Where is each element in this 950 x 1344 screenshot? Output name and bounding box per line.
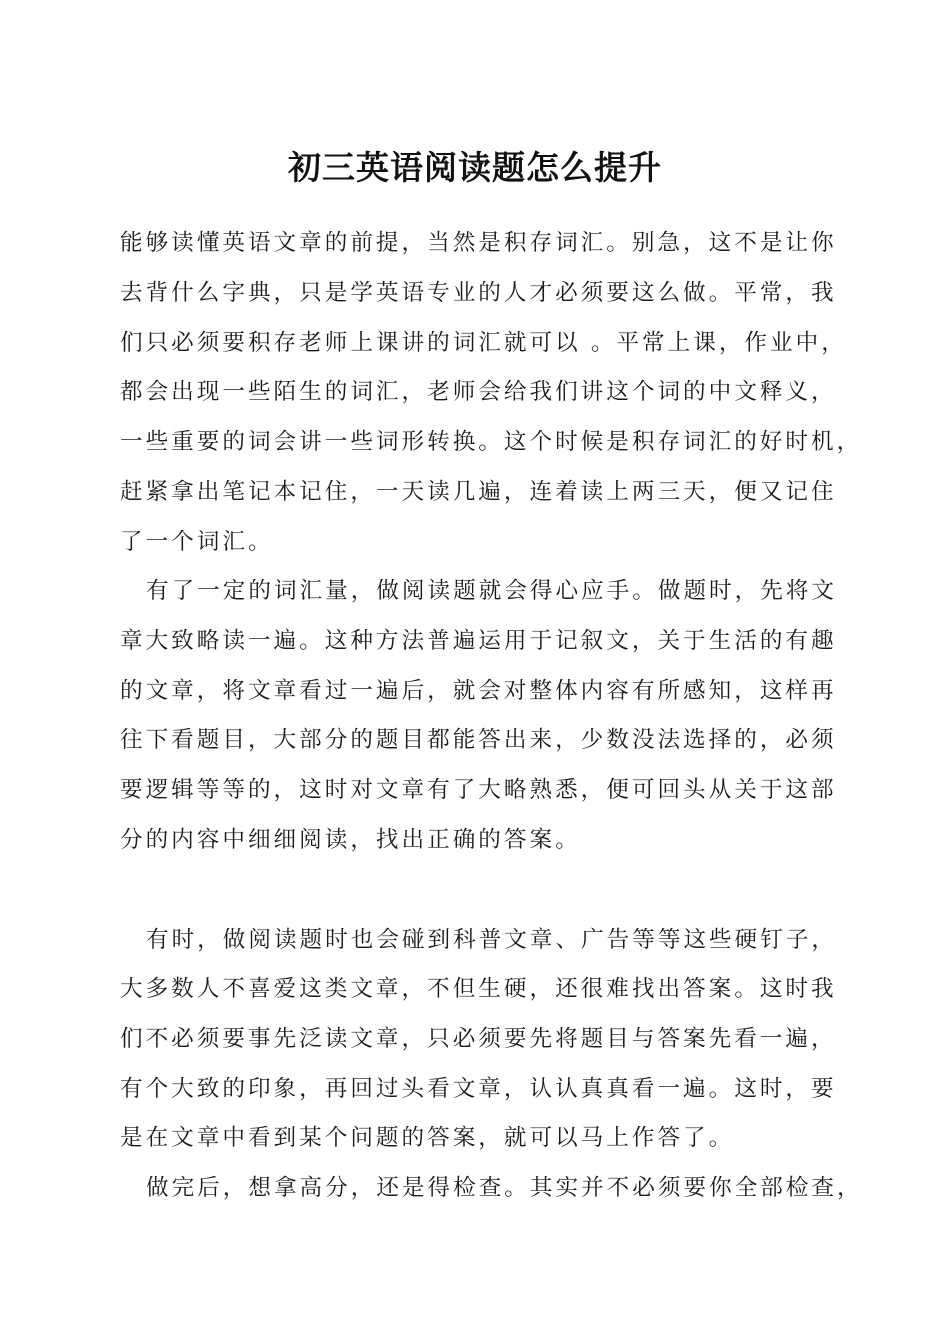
paragraph-1-line-4: 都会出现一些陌生的词汇，老师会给我们讲这个词的中文释义， — [120, 379, 837, 405]
paragraph-2-line-3: 的文章，将文章看过一遍后，就会对整体内容有所感知，这样再 — [120, 678, 837, 704]
paragraph-2-line-5: 要逻辑等等的，这时对文章有了大略熟悉，便可回头从关于这部 — [120, 777, 837, 803]
paragraph-1-line-3: 们只必须要积存老师上课讲的词汇就可以 。平常上课，作业中， — [120, 330, 847, 356]
paragraph-4-line-1: 做完后，想拿高分，还是得检查。其实并不必须要你全部检查， — [146, 1175, 863, 1201]
paragraph-1-line-5: 一些重要的词会讲一些词形转换。这个时候是积存词汇的好时机， — [120, 429, 863, 455]
paragraph-3-line-1: 有时，做阅读题时也会碰到科普文章、广告等等这些硬钉子， — [146, 927, 838, 953]
document-title: 初三英语阅读题怎么提升 — [288, 148, 662, 187]
paragraph-3-line-5: 是在文章中看到某个问题的答案，就可以马上作答了。 — [120, 1125, 735, 1151]
paragraph-2-line-4: 往下看题目，大部分的题目都能答出来，少数没法选择的，必须 — [120, 727, 837, 753]
paragraph-2-line-1: 有了一定的词汇量，做阅读题就会得心应手。做题时，先将文 — [146, 578, 838, 604]
paragraph-2-line-2: 章大致略读一遍。这种方法普遍运用于记叙文，关于生活的有趣 — [120, 628, 837, 654]
paragraph-3-line-3: 们不必须要事先泛读文章，只必须要先将题目与答案先看一遍， — [120, 1026, 837, 1052]
paragraph-1-line-1: 能够读懂英语文章的前提，当然是积存词汇。别急，这不是让你 — [120, 230, 837, 256]
paragraph-3-line-2: 大多数人不喜爱这类文章，不但生硬，还很难找出答案。这时我 — [120, 976, 837, 1002]
paragraph-1-line-7: 了一个词汇。 — [120, 529, 274, 555]
paragraph-2-line-6: 分的内容中细细阅读，找出正确的答案。 — [120, 827, 581, 853]
paragraph-1-line-6: 赶紧拿出笔记本记住，一天读几遍，连着读上两三天，便又记住 — [120, 479, 837, 505]
paragraph-1-line-2: 去背什么字典，只是学英语专业的人才必须要这么做。平常，我 — [120, 280, 837, 306]
paragraph-3-line-4: 有个大致的印象，再回过头看文章，认认真真看一遍。这时，要 — [120, 1076, 837, 1102]
